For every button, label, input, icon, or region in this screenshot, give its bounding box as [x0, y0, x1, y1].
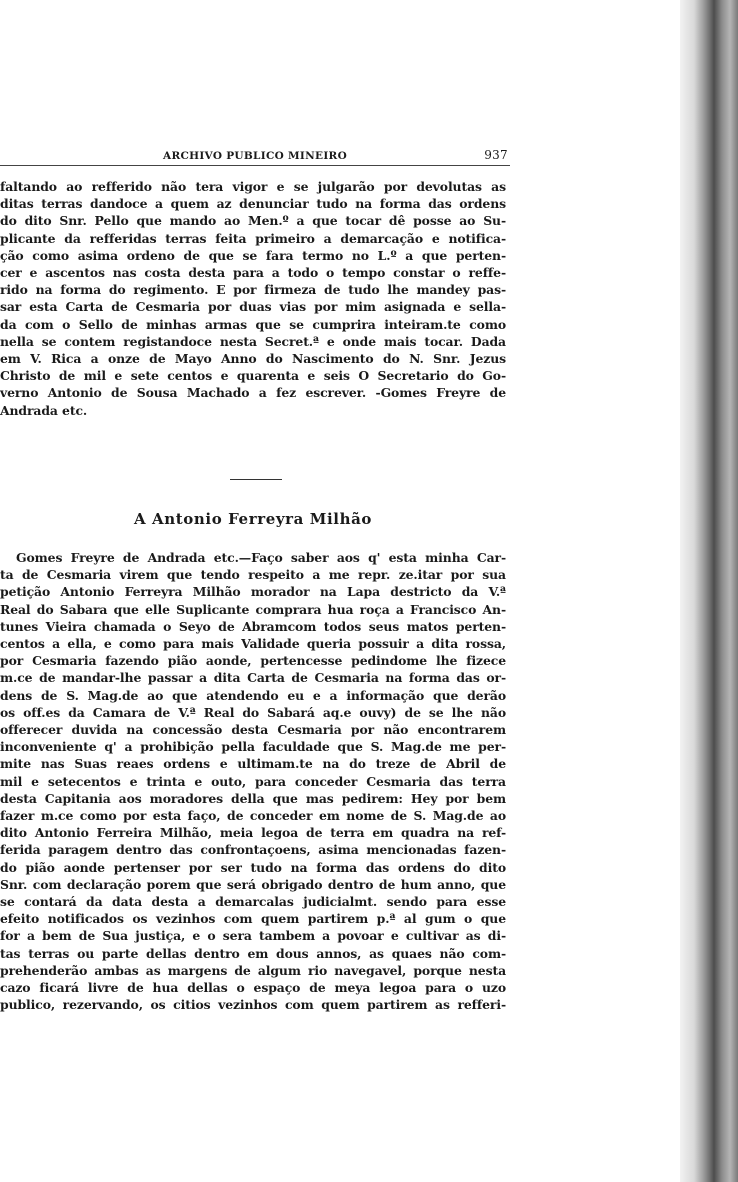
- text-line: m.ce de mandar-lhe passar a dita Carta de Cesmaria na forma das or-: [0, 670, 506, 686]
- section-title: A Antonio Ferreyra Milhão: [133, 510, 373, 528]
- text-line: desta Capitania aos moradores della que mas pedirem: Hey por bem: [0, 790, 506, 806]
- text-line: ta de Cesmaria virem que tendo respeito a me repr. ze.itar por sua: [0, 567, 506, 583]
- text-line: ferida paragem dentro das confrontaçoens, asima mencionadas fazen-: [0, 842, 506, 858]
- text-line: cer e ascentos nas costa desta para a todo o tempo constar o reffe-: [0, 265, 506, 281]
- text-line: do dito Snr. Pello que mando ao Men.º a que tocar dê posse ao Su-: [0, 213, 506, 229]
- text-line: mite nas Suas reaes ordens e ultimam.te na do treze de Abril de: [0, 756, 506, 772]
- text-line: centos a ella, e como para mais Validade queria possuir a dita rossa,: [0, 636, 506, 652]
- text-line: inconveniente q' a prohibição pella faculdade que S. Mag.de me per-: [0, 739, 506, 755]
- page-number: 937: [484, 148, 508, 162]
- text-line: prehenderão ambas as margens de algum rio navegavel, porque nesta: [0, 962, 506, 978]
- text-line: fazer m.ce como por esta faço, de conceder em nome de S. Mag.de ao: [0, 808, 506, 824]
- text-line: rido na forma do regimento. E por firmeza de tudo lhe mandey pas-: [0, 282, 506, 298]
- header-title: ARCHIVO PUBLICO MINEIRO: [163, 150, 348, 162]
- paragraph-main: [0, 549, 506, 1013]
- text-line: mil e setecentos e trinta e outo, para conceder Cesmaria das terra: [0, 773, 506, 789]
- section-separator: [230, 479, 282, 480]
- text-line: for a bem de Sua justiça, e o sera tambem a povoar e cultivar as di-: [0, 928, 506, 944]
- text-line: Snr. com declaração porem que será obrigado dentro de hum anno, que: [0, 876, 506, 892]
- text-line: os off.es da Camara de V.ª Real do Sabará aq.e ouvy) de se lhe não: [0, 704, 506, 720]
- text-line: efeito notificados os vezinhos com quem partirem p.ª al gum o que: [0, 911, 506, 927]
- text-line: Andrada etc.: [0, 402, 88, 418]
- text-line: verno Antonio de Sousa Machado a fez escrever. -Gomes Freyre de: [0, 385, 506, 401]
- text-line: publico, rezervando, os citios vezinhos com quem partirem as refferi-: [0, 997, 506, 1013]
- text-line: cazo ficará livre de hua dellas o espaço de meya legoa para o uzo: [0, 980, 506, 996]
- text-line: tunes Vieira chamada o Seyo de Abramcom todos seus matos perten-: [0, 618, 506, 634]
- text-line: se contará da data desta a demarcalas judicialmt. sendo para esse: [0, 894, 506, 910]
- text-line: ção como asima ordeno de que se fara termo no L.º a que perten-: [0, 247, 506, 263]
- text-line: em V. Rica a onze de Mayo Anno do Nascimento do N. Snr. Jezus: [0, 351, 506, 367]
- text-line: Real do Sabara que elle Suplicante comprara hua roça a Francisco An-: [0, 601, 506, 617]
- text-line: Gomes Freyre de Andrada etc.—Faço saber aos q' esta minha Car-: [16, 550, 506, 565]
- text-line: do pião aonde pertenser por ser tudo na forma das ordens do dito: [0, 859, 506, 875]
- text-line: plicante da refferidas terras feita primeiro a demarcação e notifica-: [0, 230, 506, 246]
- text-line: dito Antonio Ferreira Milhão, meia legoa de terra em quadra na ref-: [0, 825, 506, 841]
- text-line: Christo de mil e sete centos e quarenta e seis O Secretario do Go-: [0, 368, 506, 384]
- header-rule: [0, 165, 510, 166]
- paragraph-continued: [0, 178, 506, 419]
- text-line: petição Antonio Ferreyra Milhão morador na Lapa destricto da V.ª: [0, 584, 506, 600]
- book-spine-shadow: [680, 0, 738, 1182]
- text-line: sar esta Carta de Cesmaria por duas vias por mim asignada e sella-: [0, 299, 506, 315]
- text-line: nella se contem registandoce nesta Secret.ª e onde mais tocar. Dada: [0, 333, 506, 349]
- text-line: dens de S. Mag.de ao que atendendo eu e a informação que derão: [0, 687, 506, 703]
- running-header: [0, 147, 508, 167]
- text-line: ditas terras dandoce a quem az denunciar tudo na forma das ordens: [0, 196, 506, 212]
- text-line: offerecer duvida na concessão desta Cesmaria por não encontrarem: [0, 722, 506, 738]
- text-line: por Cesmaria fazendo pião aonde, pertencesse pedindome lhe fizece: [0, 653, 506, 669]
- text-line: tas terras ou parte dellas dentro em dous annos, as quaes não com-: [0, 945, 506, 961]
- text-line: faltando ao refferido não tera vigor e se julgarão por devolutas as: [0, 179, 506, 194]
- text-line: da com o Sello de minhas armas que se cumprira inteiram.te como: [0, 316, 506, 332]
